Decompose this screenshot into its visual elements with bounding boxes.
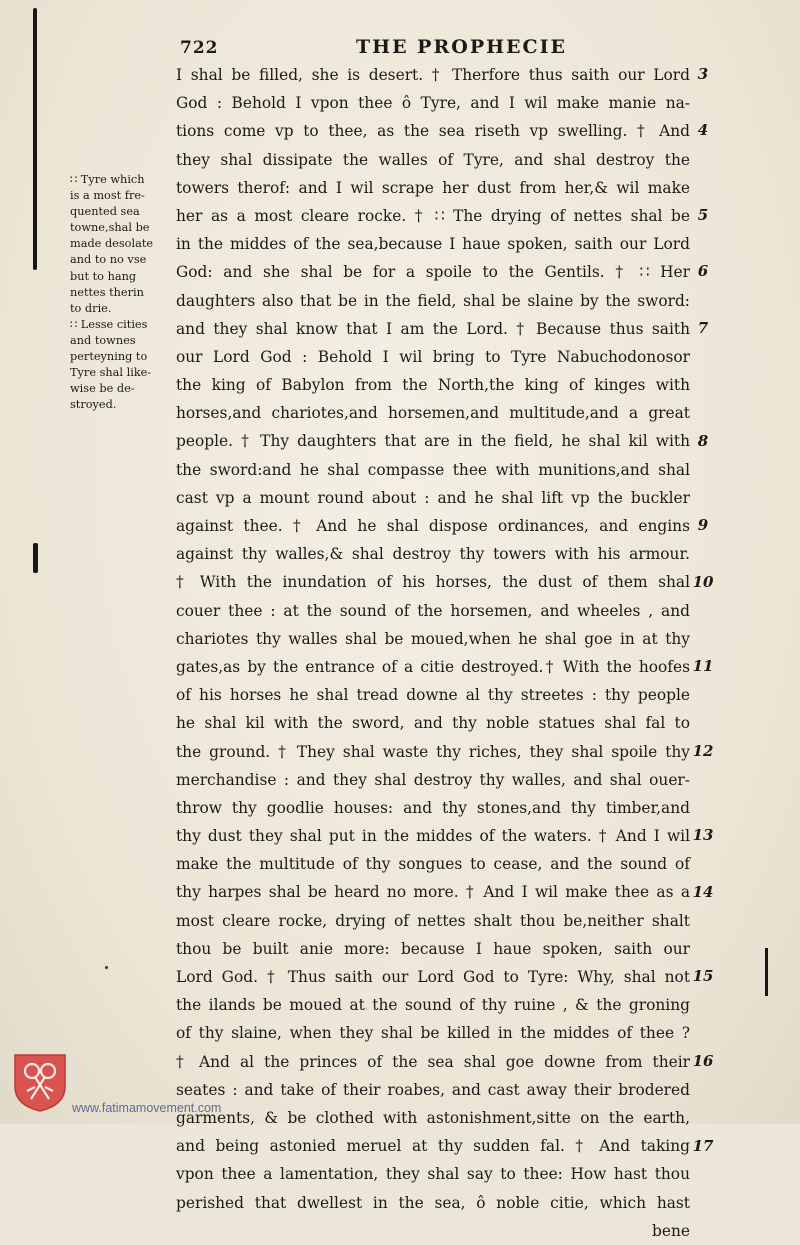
text-line: the sword:and he shal compasse thee with munitions,and shal: [176, 460, 690, 479]
margin-note-line: but to hang: [70, 269, 137, 283]
verse-number: 7: [697, 318, 709, 337]
text-line: I shal be filled, she is desert. † Therfore thus saith our Lord: [176, 66, 690, 84]
text-line: and they shal know that I am the Lord. † Because thus saith: [176, 319, 690, 338]
verse-number: 12: [692, 741, 714, 760]
text-line: against thy walles,& shal destroy thy towers with his armour.: [176, 545, 690, 564]
text-line: merchandise : and they shal destroy thy walles, and shal ouer-: [176, 770, 690, 789]
text-line: and being astonied meruel at thy sudden fal. † And taking: [176, 1137, 690, 1156]
text-line: our Lord God : Behold I wil bring to Tyre Nabuchodonosor: [176, 347, 690, 366]
gutter-rule: [33, 8, 37, 270]
text-line: cast vp a mount round about : and he shal lift vp the buckler: [176, 488, 690, 507]
text-line: the ilands be moued at the sound of thy ruine , & the groning: [176, 996, 690, 1015]
running-head: THE PROPHECIE: [356, 36, 568, 58]
text-line: couer thee : at the sound of the horsemen, and wheeles , and: [176, 601, 690, 620]
page-number: 722: [180, 38, 219, 58]
body-text: [176, 61, 690, 1245]
margin-note-line: Tyre shal like-: [70, 366, 152, 380]
margin-note-line: made desolate: [70, 237, 154, 251]
ink-speck: [105, 966, 108, 969]
text-line: her as a most cleare rocke. † ∷ The drying of nettes shal be: [176, 206, 690, 225]
text-line: thy dust they shal put in the middes of the waters. † And I wil: [176, 827, 690, 846]
text-line: Lord God. † Thus saith our Lord God to Tyre: Why, shal not: [176, 968, 690, 986]
verse-number: 9: [697, 516, 709, 535]
text-line: daughters also that be in the field, shal be slaine by the sword:: [176, 291, 690, 310]
margin-note-line: nettes therin: [70, 285, 144, 299]
verse-number: 10: [692, 572, 714, 591]
text-line: in the middes of the sea,because I haue spoken, saith our Lord: [176, 235, 690, 254]
text-line: the ground. † They shal waste thy riches, they shal spoile thy: [176, 742, 690, 761]
text-line: towers therof: and I wil scrape her dust from her,& wil make: [176, 178, 690, 197]
text-line: they shal dissipate the walles of Tyre, and shal destroy the: [176, 150, 690, 169]
text-line: throw thy goodlie houses: and thy stones,and thy timber,and: [176, 798, 690, 817]
verse-number: 6: [697, 262, 709, 281]
text-line: perished that dwellest in the sea, ô noble citie, which hast: [176, 1193, 690, 1212]
text-line: horses,and chariotes,and horsemen,and multitude,and a great: [176, 404, 690, 423]
text-line: gates,as by the entrance of a citie destroyed.† With the hoofes: [176, 657, 690, 676]
text-line: the king of Babylon from the North,the king of kinges with: [176, 376, 690, 395]
text-line: garments, & be clothed with astonishment,sitte on the earth,: [176, 1108, 690, 1127]
verse-number: 15: [692, 967, 714, 986]
text-line: he shal kil with the sword, and thy noble statues shal fal to: [176, 714, 690, 733]
margin-note-line: and townes: [70, 333, 136, 347]
verse-number: 5: [697, 206, 709, 224]
text-line: vpon thee a lamentation, they shal say to thee: How hast thou: [176, 1165, 690, 1184]
text-line: of his horses he shal tread downe al thy streetes : thy people: [176, 686, 690, 705]
margin-note-line: wise be de-: [70, 382, 135, 396]
fatima-movement-logo: [13, 1053, 67, 1113]
text-line: bene: [652, 1221, 690, 1240]
verse-number: 11: [692, 657, 714, 676]
text-line: make the multitude of thy songues to cease, and the sound of: [176, 855, 690, 874]
text-line: thou be built anie more: because I haue spoken, saith our: [176, 939, 690, 958]
margin-note-line: ∷ Tyre which: [70, 173, 145, 186]
margin-note: [70, 172, 174, 413]
verse-number: 8: [697, 431, 709, 450]
edge-mark: [765, 948, 768, 996]
verse-number: 3: [697, 65, 709, 83]
verse-number: 4: [697, 121, 709, 140]
verse-number: 17: [692, 1136, 714, 1155]
text-line: thy harpes shal be heard no more. † And I wil make thee as a: [176, 883, 690, 902]
margin-note-line: stroyed.: [70, 398, 117, 412]
text-line: most cleare rocke, drying of nettes shalt thou be,neither shalt: [176, 911, 690, 930]
margin-note-line: ∷ Lesse cities: [70, 317, 148, 331]
margin-note-line: perteyning to: [70, 350, 148, 364]
text-line: seates : and take of their roabes, and cast away their brodered: [176, 1080, 690, 1099]
text-line: † And al the princes of the sea shal goe downe from their: [176, 1052, 690, 1071]
verse-number: 13: [692, 826, 714, 845]
website-link[interactable]: www.fatimamovement.com: [72, 1101, 222, 1115]
margin-note-line: and to no vse: [70, 253, 147, 267]
text-line: people. † Thy daughters that are in the field, he shal kil with: [176, 432, 690, 451]
text-line: God: and she shal be for a spoile to the Gentils. † ∷ Her: [176, 263, 690, 282]
verse-number: 16: [692, 1052, 714, 1070]
verse-number: 14: [692, 882, 714, 901]
margin-note-line: is a most fre-: [70, 189, 145, 203]
gutter-mark: [33, 543, 38, 573]
margin-note-line: to drie.: [70, 301, 112, 315]
text-line: against thee. † And he shal dispose ordinances, and engins: [176, 517, 690, 535]
margin-note-line: quented sea: [70, 205, 140, 219]
text-line: † With the inundation of his horses, the dust of them shal: [176, 573, 690, 592]
text-line: chariotes thy walles shal be moued,when he shal goe in at thy: [176, 629, 690, 648]
text-line: of thy slaine, when they shal be killed in the middes of thee ?: [176, 1024, 690, 1043]
margin-note-line: towne,shal be: [70, 221, 150, 235]
text-line: God : Behold I vpon thee ô Tyre, and I wil make manie na-: [176, 94, 690, 113]
text-line: tions come vp to thee, as the sea riseth vp swelling. † And: [176, 122, 690, 141]
